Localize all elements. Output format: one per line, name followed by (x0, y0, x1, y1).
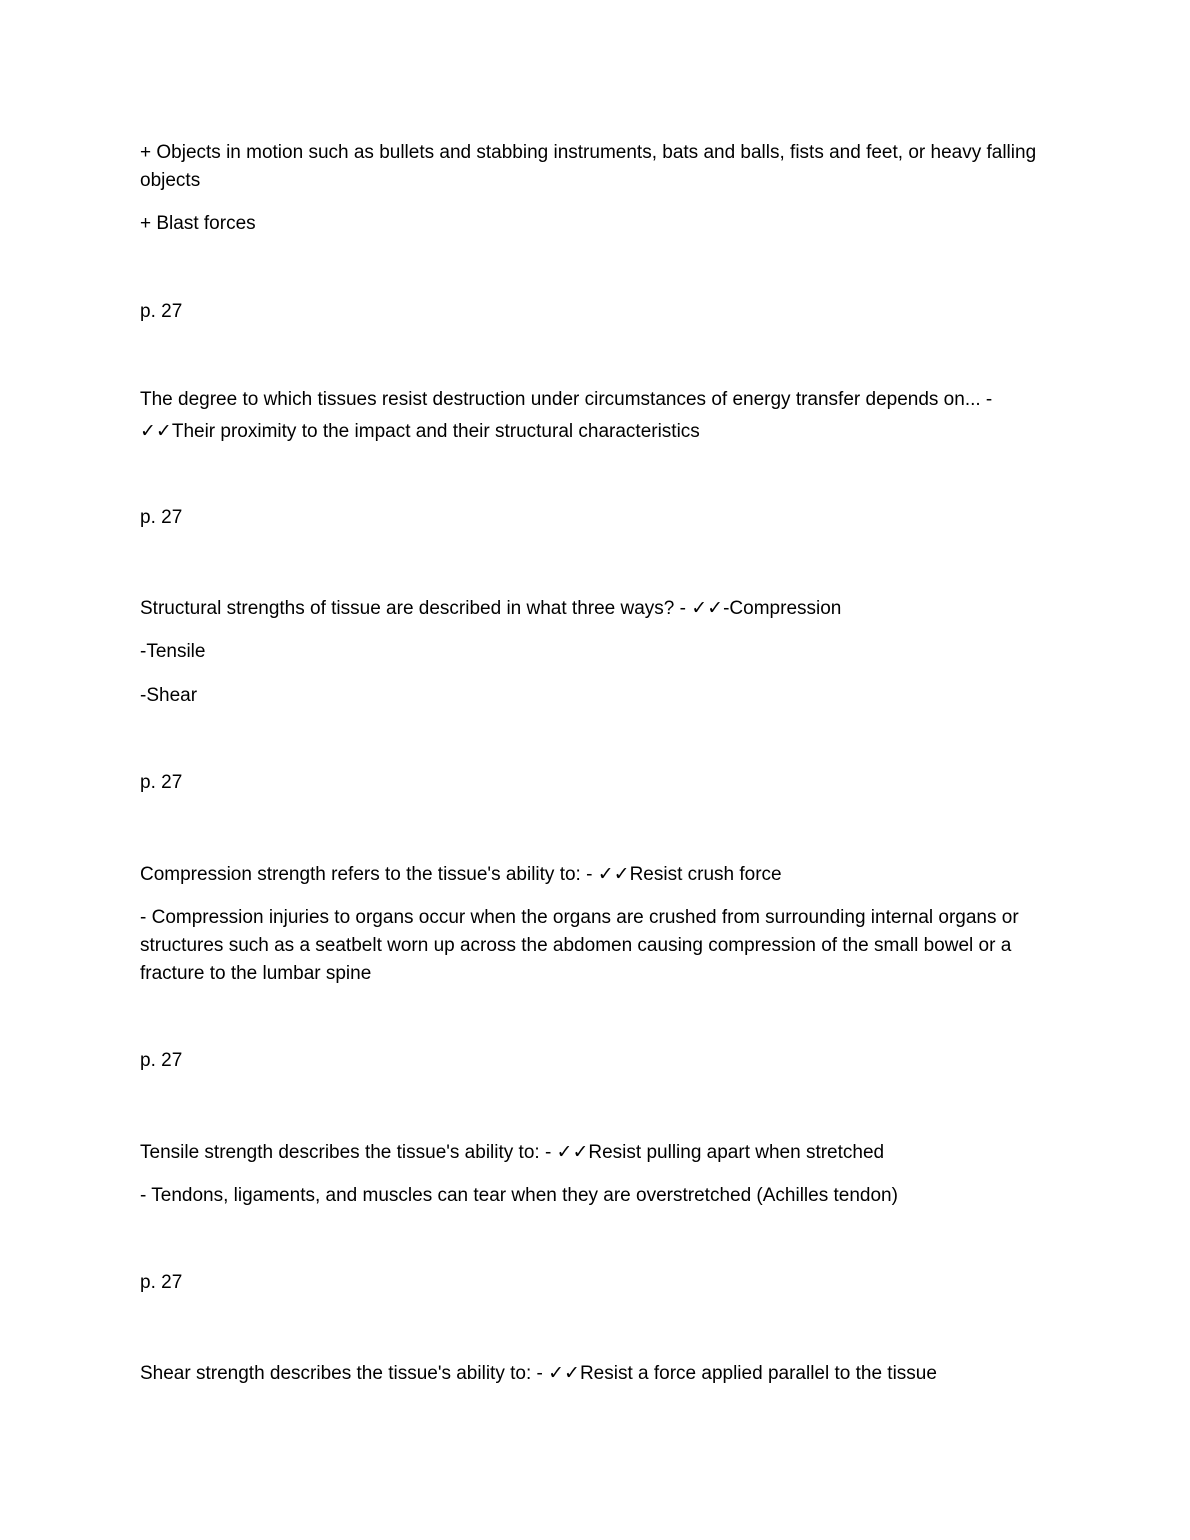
note-text: - Tendons, ligaments, and muscles can tear when they are overstretched (Achilles tendon) (140, 1185, 898, 1206)
double-check-icon: ✓✓ (556, 1141, 589, 1163)
page-reference-text: p. 27 (140, 301, 183, 322)
page-reference-text: p. 27 (140, 772, 183, 793)
page-reference-1 (140, 298, 1055, 326)
question-text: Shear strength describes the tissue's ability to: - (140, 1363, 543, 1384)
answer-text: Resist crush force (629, 864, 782, 885)
double-check-icon: ✓✓ (548, 1362, 580, 1384)
question-text: Structural strengths of tissue are described in what three ways? - (140, 598, 686, 619)
compression-strength-question (140, 860, 1055, 889)
tensile-item (140, 638, 1055, 666)
answer-text: Their proximity to the impact and their structural characteristics (171, 421, 700, 442)
page-reference-3 (140, 769, 1055, 797)
blast-forces-item (140, 210, 1055, 238)
tensile-injuries-note (140, 1182, 1055, 1210)
double-check-icon: ✓✓ (597, 863, 630, 885)
page-reference-text: p. 27 (140, 1272, 183, 1293)
objects-in-motion-item (140, 139, 1055, 195)
shear-strength-question (140, 1359, 1055, 1388)
page-reference-2 (140, 504, 1055, 532)
tensile-strength-question (140, 1138, 1055, 1167)
page-reference-text: p. 27 (140, 507, 183, 528)
page-reference-4 (140, 1047, 1055, 1075)
page-reference-text: p. 27 (140, 1050, 183, 1071)
double-check-icon: ✓✓ (140, 420, 172, 442)
answer-text: -Compression (723, 598, 842, 619)
answer-text: Resist a force applied parallel to the tissue (579, 1363, 937, 1384)
shear-item (140, 682, 1055, 710)
note-text: - Compression injuries to organs occur when the organs are crushed from surrounding internal organs or structures such as a seatbelt worn up across the abdomen causing compression of the small bowel or a fracture to the lumbar spine (140, 907, 1019, 984)
tissue-resistance-question (140, 386, 1055, 414)
compression-injuries-note (140, 904, 1055, 988)
question-text: The degree to which tissues resist destruction under circumstances of energy transfer depends on... - (140, 389, 993, 410)
answer-text: Resist pulling apart when stretched (588, 1142, 885, 1163)
page-reference-5 (140, 1269, 1055, 1297)
double-check-icon: ✓✓ (691, 597, 724, 619)
question-text: Compression strength refers to the tissue's ability to: - (140, 864, 593, 885)
objects-in-motion-text: + Objects in motion such as bullets and stabbing instruments, bats and balls, fists and feet, or heavy falling objects (140, 142, 1037, 191)
tissue-resistance-answer (140, 417, 1055, 446)
shear-text: -Shear (140, 685, 198, 706)
question-text: Tensile strength describes the tissue's ability to: - (140, 1142, 552, 1163)
structural-strengths-question (140, 594, 1055, 623)
blast-forces-text: + Blast forces (140, 213, 256, 234)
tensile-text: -Tensile (140, 641, 206, 662)
